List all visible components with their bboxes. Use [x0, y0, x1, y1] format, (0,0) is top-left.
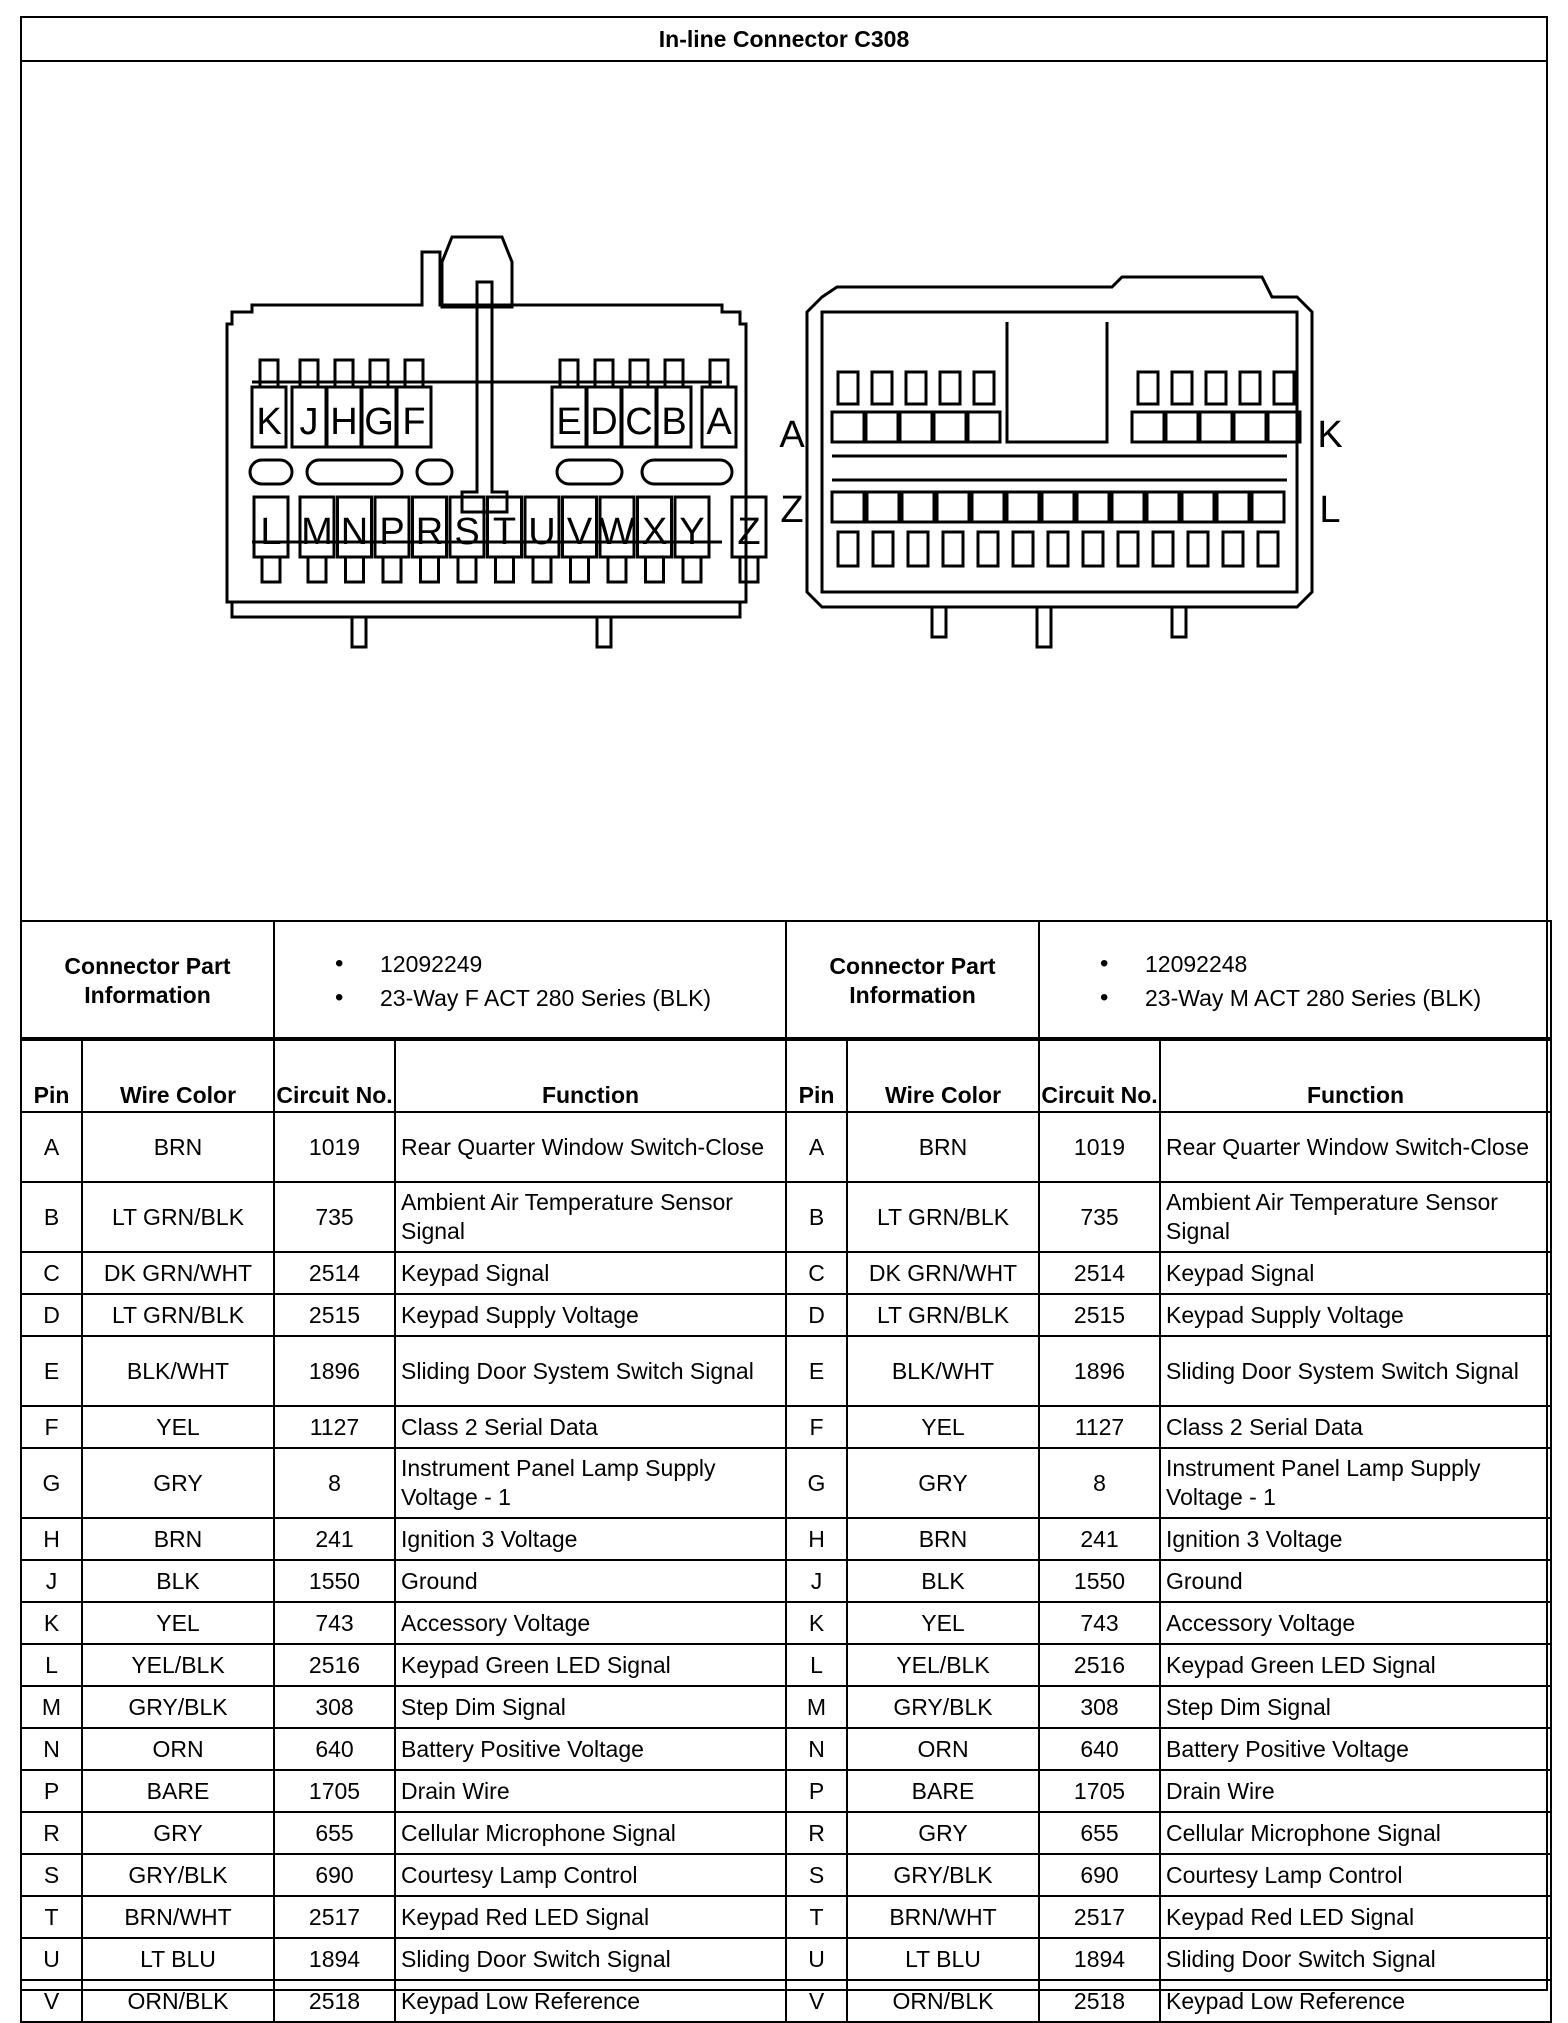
wire-color-cell: BRN [82, 1518, 274, 1560]
female-pin-label: K [256, 401, 282, 443]
part-number-right: • 12092248 [1100, 947, 1550, 981]
male-terminal [1240, 372, 1260, 404]
pin-cell: H [21, 1518, 82, 1560]
table-row [21, 1686, 1551, 1728]
pin-cell: T [786, 1896, 847, 1938]
pin-cell: P [786, 1770, 847, 1812]
table-row [21, 1896, 1551, 1938]
function-cell: Keypad Red LED Signal [395, 1896, 786, 1938]
part-label-right: Connector Part Information [786, 921, 1039, 1040]
female-pin-label: H [330, 401, 358, 443]
wire-color-cell: YEL [82, 1406, 274, 1448]
female-terminal [683, 557, 701, 582]
wire-color-cell: YEL [847, 1602, 1039, 1644]
function-cell: Keypad Supply Voltage [395, 1294, 786, 1336]
male-terminal [943, 532, 963, 566]
circuit-cell: 2518 [1039, 1980, 1160, 2022]
male-cavity [832, 492, 864, 522]
male-cavity [1234, 412, 1266, 442]
female-pin-label: E [556, 401, 582, 443]
function-cell: Drain Wire [395, 1770, 786, 1812]
male-terminal [872, 372, 892, 404]
part-info-left [274, 921, 786, 1040]
male-cavity [1166, 412, 1198, 442]
circuit-cell: 1127 [274, 1406, 395, 1448]
pin-cell: A [786, 1112, 847, 1182]
connector-drawing [22, 62, 1546, 920]
female-terminal [533, 557, 551, 582]
function-cell: Keypad Green LED Signal [395, 1644, 786, 1686]
pin-cell: C [21, 1252, 82, 1294]
circuit-cell: 1894 [274, 1938, 395, 1980]
male-cavity [968, 412, 1000, 442]
female-separator [557, 460, 622, 484]
circuit-cell: 241 [1039, 1518, 1160, 1560]
circuit-cell: 8 [1039, 1448, 1160, 1518]
function-cell: Courtesy Lamp Control [1160, 1854, 1551, 1896]
circuit-cell: 241 [274, 1518, 395, 1560]
function-cell: Cellular Microphone Signal [1160, 1812, 1551, 1854]
male-cavity [900, 412, 932, 442]
wire-color-cell: BRN [82, 1112, 274, 1182]
male-terminal [1206, 372, 1226, 404]
function-cell: Instrument Panel Lamp Supply Voltage - 1 [1160, 1448, 1551, 1518]
part-info-right [1039, 921, 1551, 1040]
female-terminal [308, 557, 326, 582]
wire-color-cell: LT GRN/BLK [847, 1294, 1039, 1336]
male-cavity [1042, 492, 1074, 522]
female-separator [250, 460, 292, 484]
pin-cell: F [786, 1406, 847, 1448]
pin-cell: N [21, 1728, 82, 1770]
male-cavity [1217, 492, 1249, 522]
male-cavity [1268, 412, 1300, 442]
pin-cell: V [786, 1980, 847, 2022]
pin-cell: J [21, 1560, 82, 1602]
female-pin-label: D [590, 401, 618, 443]
pin-cell: E [786, 1336, 847, 1406]
wire-color-cell: GRY/BLK [82, 1854, 274, 1896]
pin-cell: B [21, 1182, 82, 1252]
wire-color-cell: GRY [82, 1812, 274, 1854]
col-header-wire-color: Wire Color [847, 1038, 1039, 1112]
circuit-cell: 2515 [274, 1294, 395, 1336]
function-cell: Ignition 3 Voltage [1160, 1518, 1551, 1560]
male-cavity [1112, 492, 1144, 522]
function-cell: Class 2 Serial Data [395, 1406, 786, 1448]
col-header-circuit: Circuit No. [1039, 1038, 1160, 1112]
wire-color-cell: BRN/WHT [82, 1896, 274, 1938]
wire-color-cell: LT GRN/BLK [82, 1294, 274, 1336]
male-terminal [838, 372, 858, 404]
male-terminal [1172, 372, 1192, 404]
pin-cell: D [21, 1294, 82, 1336]
pin-cell: N [786, 1728, 847, 1770]
table-row [21, 1294, 1551, 1336]
wire-color-cell: YEL [847, 1406, 1039, 1448]
table-row [21, 1112, 1551, 1182]
male-cavity [867, 492, 899, 522]
male-terminal [1188, 532, 1208, 566]
table-row [21, 1938, 1551, 1980]
wire-color-cell: BRN/WHT [847, 1896, 1039, 1938]
function-cell: Sliding Door System Switch Signal [1160, 1336, 1551, 1406]
female-pin-label: J [299, 401, 319, 443]
pin-cell: G [786, 1448, 847, 1518]
circuit-cell: 1896 [274, 1336, 395, 1406]
male-cavity [1147, 492, 1179, 522]
function-cell: Ground [395, 1560, 786, 1602]
male-terminal [1138, 372, 1158, 404]
circuit-cell: 2518 [274, 1980, 395, 2022]
pin-cell: R [786, 1812, 847, 1854]
wire-color-cell: DK GRN/WHT [82, 1252, 274, 1294]
table-row [21, 1560, 1551, 1602]
male-cavity [934, 412, 966, 442]
wire-color-cell: GRY/BLK [847, 1686, 1039, 1728]
male-terminal [1153, 532, 1173, 566]
wire-color-cell: BARE [82, 1770, 274, 1812]
function-cell: Accessory Voltage [395, 1602, 786, 1644]
male-terminal [978, 532, 998, 566]
function-cell: Keypad Low Reference [395, 1980, 786, 2022]
female-pin-label: G [364, 401, 394, 443]
wire-color-cell: GRY [847, 1448, 1039, 1518]
pin-cell: P [21, 1770, 82, 1812]
female-pin-label: L [260, 511, 282, 553]
circuit-cell: 2517 [1039, 1896, 1160, 1938]
circuit-cell: 1705 [1039, 1770, 1160, 1812]
table-row [21, 1252, 1551, 1294]
pin-cell: M [786, 1686, 847, 1728]
wire-color-cell: ORN/BLK [82, 1980, 274, 2022]
female-pin-label: X [641, 511, 668, 553]
part-number-left: • 12092249 [335, 947, 785, 981]
circuit-cell: 690 [274, 1854, 395, 1896]
circuit-cell: 2517 [274, 1896, 395, 1938]
pin-cell: D [786, 1294, 847, 1336]
function-cell: Keypad Red LED Signal [1160, 1896, 1551, 1938]
female-pin-label: N [340, 511, 369, 553]
female-terminal [608, 557, 626, 582]
table-row [21, 1518, 1551, 1560]
female-pin-label: W [599, 511, 635, 553]
wire-color-cell: BLK [82, 1560, 274, 1602]
male-cavity [937, 492, 969, 522]
function-cell: Sliding Door System Switch Signal [395, 1336, 786, 1406]
male-terminal [906, 372, 926, 404]
female-pin-label: M [301, 511, 333, 553]
function-cell: Instrument Panel Lamp Supply Voltage - 1 [395, 1448, 786, 1518]
wire-color-cell: LT BLU [82, 1938, 274, 1980]
circuit-cell: 655 [1039, 1812, 1160, 1854]
wire-color-cell: YEL [82, 1602, 274, 1644]
pin-cell: C [786, 1252, 847, 1294]
male-cavity-rows [832, 372, 1300, 566]
female-terminal [458, 557, 476, 582]
female-pin-label: B [661, 401, 687, 443]
table-row [21, 1448, 1551, 1518]
wire-color-cell: GRY [82, 1448, 274, 1518]
function-cell: Courtesy Lamp Control [395, 1854, 786, 1896]
circuit-cell: 1894 [1039, 1938, 1160, 1980]
table-row [21, 1770, 1551, 1812]
function-cell: Battery Positive Voltage [395, 1728, 786, 1770]
female-latch-post [462, 282, 507, 512]
table-row [21, 1854, 1551, 1896]
pin-cell: U [786, 1938, 847, 1980]
female-pin-label: S [454, 511, 480, 553]
wire-color-cell: LT GRN/BLK [82, 1182, 274, 1252]
pin-cell: T [21, 1896, 82, 1938]
pin-cell: B [786, 1182, 847, 1252]
pin-table [20, 1037, 1552, 2023]
wire-color-cell: YEL/BLK [82, 1644, 274, 1686]
function-cell: Keypad Signal [1160, 1252, 1551, 1294]
wire-color-cell: LT BLU [847, 1938, 1039, 1980]
circuit-cell: 8 [274, 1448, 395, 1518]
male-cavity [1200, 412, 1232, 442]
table-row [21, 1336, 1551, 1406]
female-pin-label: V [566, 511, 593, 553]
circuit-cell: 308 [274, 1686, 395, 1728]
male-cavity [1252, 492, 1284, 522]
pin-cell: V [21, 1980, 82, 2022]
function-cell: Keypad Green LED Signal [1160, 1644, 1551, 1686]
female-pin-label: C [625, 401, 653, 443]
pin-cell: E [21, 1336, 82, 1406]
wire-color-cell: BLK [847, 1560, 1039, 1602]
part-desc-right: • 23-Way M ACT 280 Series (BLK) [1100, 981, 1550, 1015]
male-terminal [1013, 532, 1033, 566]
col-header-function: Function [395, 1038, 786, 1112]
table-row [21, 1644, 1551, 1686]
pin-cell: S [21, 1854, 82, 1896]
table-row [21, 1602, 1551, 1644]
circuit-cell: 1019 [1039, 1112, 1160, 1182]
circuit-cell: 743 [1039, 1602, 1160, 1644]
female-terminal [740, 557, 758, 582]
wire-color-cell: ORN/BLK [847, 1980, 1039, 2022]
function-cell: Accessory Voltage [1160, 1602, 1551, 1644]
function-cell: Ambient Air Temperature Sensor Signal [395, 1182, 786, 1252]
wire-color-cell: BLK/WHT [82, 1336, 274, 1406]
table-row [21, 1406, 1551, 1448]
circuit-cell: 2516 [274, 1644, 395, 1686]
pin-cell: G [21, 1448, 82, 1518]
function-cell: Cellular Microphone Signal [395, 1812, 786, 1854]
male-cavity [902, 492, 934, 522]
male-terminal [838, 532, 858, 566]
female-terminal [496, 557, 514, 582]
female-terminal [346, 557, 364, 582]
male-terminal [1258, 532, 1278, 566]
wire-color-cell: BARE [847, 1770, 1039, 1812]
wire-color-cell: BLK/WHT [847, 1336, 1039, 1406]
female-pin-label: A [706, 401, 732, 443]
female-bottom-row [254, 497, 766, 582]
function-cell: Battery Positive Voltage [1160, 1728, 1551, 1770]
male-terminal [1118, 532, 1138, 566]
part-desc-left: • 23-Way F ACT 280 Series (BLK) [335, 981, 785, 1015]
circuit-cell: 2514 [1039, 1252, 1160, 1294]
female-pin-label: Y [679, 511, 705, 553]
pin-cell: L [786, 1644, 847, 1686]
function-cell: Sliding Door Switch Signal [395, 1938, 786, 1980]
wire-color-cell: ORN [847, 1728, 1039, 1770]
wire-color-cell: GRY/BLK [82, 1686, 274, 1728]
pin-cell: U [21, 1938, 82, 1980]
function-cell: Keypad Low Reference [1160, 1980, 1551, 2022]
function-cell: Keypad Supply Voltage [1160, 1294, 1551, 1336]
page-title: In-line Connector C308 [22, 18, 1546, 62]
function-cell: Rear Quarter Window Switch-Close [395, 1112, 786, 1182]
male-terminal [873, 532, 893, 566]
circuit-cell: 2515 [1039, 1294, 1160, 1336]
male-label-right-top: K [1317, 414, 1343, 456]
female-pin-label: F [402, 401, 426, 443]
circuit-cell: 655 [274, 1812, 395, 1854]
function-cell: Step Dim Signal [1160, 1686, 1551, 1728]
wire-color-cell: GRY [847, 1812, 1039, 1854]
circuit-cell: 308 [1039, 1686, 1160, 1728]
part-label-left: Connector Part Information [21, 921, 274, 1040]
female-terminal [262, 557, 280, 582]
table-row [21, 1812, 1551, 1854]
male-label-right-bottom: L [1319, 489, 1341, 531]
female-terminal [646, 557, 664, 582]
function-cell: Step Dim Signal [395, 1686, 786, 1728]
function-cell: Ambient Air Temperature Sensor Signal [1160, 1182, 1551, 1252]
male-terminal [1223, 532, 1243, 566]
circuit-cell: 690 [1039, 1854, 1160, 1896]
circuit-cell: 1019 [274, 1112, 395, 1182]
female-terminal [383, 557, 401, 582]
circuit-cell: 1705 [274, 1770, 395, 1812]
pin-cell: R [21, 1812, 82, 1854]
male-terminal [940, 372, 960, 404]
female-separator [417, 460, 452, 484]
table-row [21, 1980, 1551, 2022]
circuit-cell: 1896 [1039, 1336, 1160, 1406]
male-label-left-bottom: Z [780, 489, 804, 531]
male-cavity [832, 412, 864, 442]
circuit-cell: 640 [274, 1728, 395, 1770]
col-header-pin: Pin [786, 1038, 847, 1112]
circuit-cell: 2516 [1039, 1644, 1160, 1686]
function-cell: Keypad Signal [395, 1252, 786, 1294]
pin-cell: H [786, 1518, 847, 1560]
function-cell: Ground [1160, 1560, 1551, 1602]
wire-color-cell: LT GRN/BLK [847, 1182, 1039, 1252]
male-terminal [1048, 532, 1068, 566]
circuit-cell: 735 [1039, 1182, 1160, 1252]
female-separator [307, 460, 402, 484]
female-terminal [571, 557, 589, 582]
circuit-cell: 1550 [274, 1560, 395, 1602]
male-terminal [1083, 532, 1103, 566]
connector-part-table [20, 920, 1552, 1041]
pin-cell: M [21, 1686, 82, 1728]
circuit-cell: 735 [274, 1182, 395, 1252]
pin-cell: L [21, 1644, 82, 1686]
wire-color-cell: YEL/BLK [847, 1644, 1039, 1686]
male-cavity [1077, 492, 1109, 522]
pin-cell: K [786, 1602, 847, 1644]
function-cell: Drain Wire [1160, 1770, 1551, 1812]
male-cavity [1182, 492, 1214, 522]
male-cavity [866, 412, 898, 442]
pin-cell: S [786, 1854, 847, 1896]
pin-cell: F [21, 1406, 82, 1448]
female-pin-label: T [492, 511, 517, 553]
pin-cell: A [21, 1112, 82, 1182]
col-header-wire-color: Wire Color [82, 1038, 274, 1112]
female-pin-label: U [528, 511, 556, 553]
function-cell: Ignition 3 Voltage [395, 1518, 786, 1560]
wire-color-cell: BRN [847, 1112, 1039, 1182]
male-terminal [974, 372, 994, 404]
circuit-cell: 743 [274, 1602, 395, 1644]
female-pin-label: Z [737, 511, 761, 553]
connector-sheet [20, 16, 1548, 2014]
wire-color-cell: BRN [847, 1518, 1039, 1560]
function-cell: Class 2 Serial Data [1160, 1406, 1551, 1448]
circuit-cell: 1127 [1039, 1406, 1160, 1448]
col-header-pin: Pin [21, 1038, 82, 1112]
male-label-left-top: A [779, 414, 805, 456]
male-cavity [1007, 492, 1039, 522]
wire-color-cell: ORN [82, 1728, 274, 1770]
male-cavity [972, 492, 1004, 522]
function-cell: Sliding Door Switch Signal [1160, 1938, 1551, 1980]
circuit-cell: 2514 [274, 1252, 395, 1294]
female-separator [642, 460, 732, 484]
circuit-cell: 1550 [1039, 1560, 1160, 1602]
pin-cell: J [786, 1560, 847, 1602]
male-terminal [1274, 372, 1294, 404]
circuit-cell: 640 [1039, 1728, 1160, 1770]
male-cavity [1132, 412, 1164, 442]
wire-color-cell: DK GRN/WHT [847, 1252, 1039, 1294]
pin-cell: K [21, 1602, 82, 1644]
connector-diagram [22, 62, 1546, 922]
female-pin-label: P [379, 511, 405, 553]
wire-color-cell: GRY/BLK [847, 1854, 1039, 1896]
female-terminal [421, 557, 439, 582]
col-header-circuit: Circuit No. [274, 1038, 395, 1112]
female-pin-label: R [415, 511, 444, 553]
col-header-function: Function [1160, 1038, 1551, 1112]
function-cell: Rear Quarter Window Switch-Close [1160, 1112, 1551, 1182]
table-row [21, 1728, 1551, 1770]
male-terminal [908, 532, 928, 566]
table-row [21, 1182, 1551, 1252]
